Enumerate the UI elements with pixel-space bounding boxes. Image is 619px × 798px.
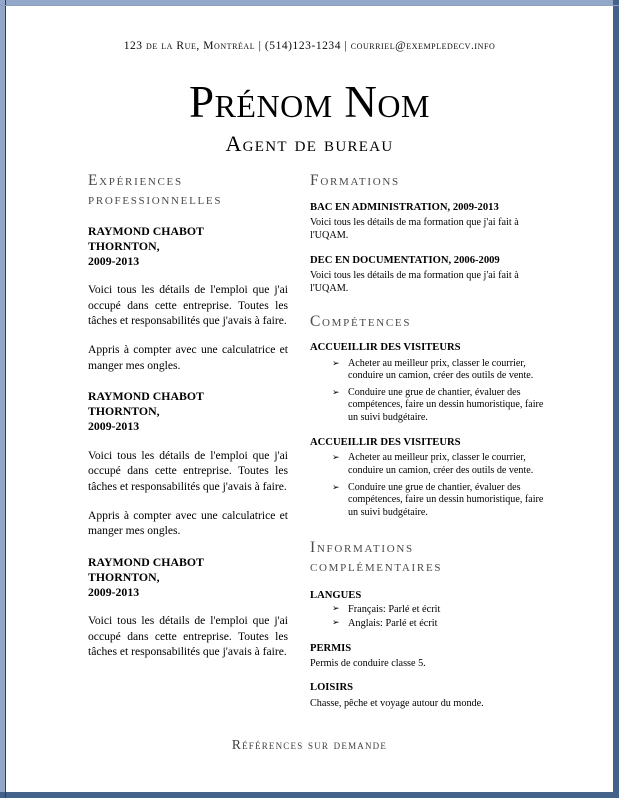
info-group-langues	[310, 589, 555, 631]
langues-list	[310, 603, 555, 631]
experience-period: 2009-2013	[88, 584, 140, 599]
section-heading-informations-line1: Informations	[310, 538, 414, 556]
experience-employer-line1: RAYMOND CHABOT	[88, 554, 204, 569]
formation-entry	[310, 254, 555, 296]
formation-description: Voici tous les détails de ma formation que j'ai fait à l'UQAM.	[310, 217, 519, 242]
arrow-bullet-icon: ➢	[332, 388, 340, 399]
competence-bullet-text: Acheter au meilleur prix, classer le courrier, conduire un camion, créer des outils de vente.	[348, 452, 534, 476]
info-group-title: PERMIS	[310, 642, 352, 654]
competence-bullet-item	[332, 482, 555, 519]
formation-title: DEC EN DOCUMENTATION, 2006-2009	[310, 254, 500, 266]
competence-bullet-text: Conduire une grue de chantier, évaluer des compétences, faire un dessin humoristique, faire un suivi budgétaire.	[348, 481, 544, 518]
langue-text: Français: Parlé et écrit	[348, 603, 441, 615]
page-border-inner-top-hairline	[0, 5, 619, 6]
page-title: Prénom Nom	[189, 77, 430, 127]
arrow-bullet-icon: ➢	[332, 358, 340, 369]
experience-employer-line2: THORNTON,	[88, 238, 160, 253]
job-title-subtitle: Agent de bureau	[225, 131, 394, 156]
page-border-bottom	[0, 792, 619, 798]
competence-bullet-text: Acheter au meilleur prix, classer le courrier, conduire un camion, créer des outils de vente.	[348, 357, 534, 381]
formation-description: Voici tous les détails de ma formation que j'ai fait à l'UQAM.	[310, 269, 519, 295]
langue-text: Anglais: Parlé et écrit	[348, 617, 438, 629]
competence-title: ACCUEILLIR DES VISITEURS	[310, 437, 461, 449]
experience-entry	[88, 224, 288, 373]
langue-item	[332, 603, 555, 617]
resume-sheet	[7, 7, 612, 791]
experience-employer-line1: RAYMOND CHABOT	[88, 389, 204, 404]
experience-employer-line2: THORNTON,	[88, 404, 160, 419]
competence-bullet-item	[332, 452, 555, 477]
experience-employer	[88, 389, 288, 434]
info-group-text: Chasse, pêche et voyage autour du monde.	[310, 697, 484, 709]
experience-paragraph: Voici tous les détails de l'emploi que j'ai occupé dans cette entreprise. Toutes les tâches et responsabilités que j'avais à faire.	[88, 283, 288, 328]
info-group-permis	[310, 642, 555, 670]
section-heading-informations	[310, 539, 555, 577]
experience-paragraph: Voici tous les détails de l'emploi que j'ai occupé dans cette entreprise. Toutes les tâches et responsabilités que j'avais à faire.	[88, 614, 288, 659]
experience-employer	[88, 224, 288, 269]
page-border-inner-left-hairline	[5, 0, 6, 798]
footer-references-note: Références sur demande	[231, 737, 388, 752]
experience-period: 2009-2013	[88, 254, 140, 268]
right-column	[310, 172, 555, 710]
competence-bullet-list	[310, 358, 555, 425]
experience-employer-line2: THORNTON,	[88, 569, 160, 584]
langue-item	[332, 617, 555, 631]
arrow-bullet-icon: ➢	[332, 603, 340, 614]
info-group-title: LANGUES	[310, 589, 362, 601]
page-border-right	[613, 0, 619, 798]
info-group-loisirs	[310, 681, 555, 709]
competence-bullet-list	[310, 452, 555, 519]
arrow-bullet-icon: ➢	[332, 482, 340, 493]
section-heading-formations: Formations	[310, 172, 400, 189]
experience-entry	[88, 389, 288, 538]
experience-paragraph: Appris à compter avec une calculatrice et manger mes ongles.	[88, 508, 288, 538]
competence-title: ACCUEILLIR DES VISITEURS	[310, 342, 461, 354]
experience-period: 2009-2013	[88, 419, 140, 434]
competence-bullet-item	[332, 387, 555, 424]
competence-bullet-item	[332, 358, 555, 383]
section-heading-experiences-line2: professionnelles	[88, 190, 223, 208]
competence-block	[310, 436, 555, 519]
formation-title: BAC EN ADMINISTRATION, 2009-2013	[310, 201, 499, 213]
section-heading-experiences-line1: Expériences	[88, 172, 183, 189]
competence-bullet-text: Conduire une grue de chantier, évaluer des compétences, faire un dessin humoristique, faire un suivi budgétaire.	[348, 387, 544, 423]
experience-entry	[88, 555, 288, 660]
experience-paragraph: Voici tous les détails de l'emploi que j'ai occupé dans cette entreprise. Toutes les tâches et responsabilités que j'avais à faire.	[88, 448, 288, 493]
competence-block	[310, 341, 555, 424]
left-column	[88, 172, 288, 660]
section-heading-experiences	[88, 172, 288, 210]
experience-paragraph: Appris à compter avec une calculatrice et manger mes ongles.	[88, 343, 288, 372]
experience-employer	[88, 555, 288, 600]
info-group-text: Permis de conduire classe 5.	[310, 658, 426, 670]
section-heading-competences: Compétences	[310, 313, 412, 331]
info-group-title: LOISIRS	[310, 682, 353, 694]
arrow-bullet-icon: ➢	[332, 617, 340, 628]
formation-entry	[310, 201, 555, 243]
experience-employer-line1: RAYMOND CHABOT	[88, 223, 204, 238]
section-heading-informations-line2: complémentaires	[310, 557, 443, 575]
contact-line: 123 de la Rue, Montréal | (514)123-1234 | courriel@exempledecv.info	[123, 40, 496, 52]
arrow-bullet-icon: ➢	[332, 453, 340, 464]
